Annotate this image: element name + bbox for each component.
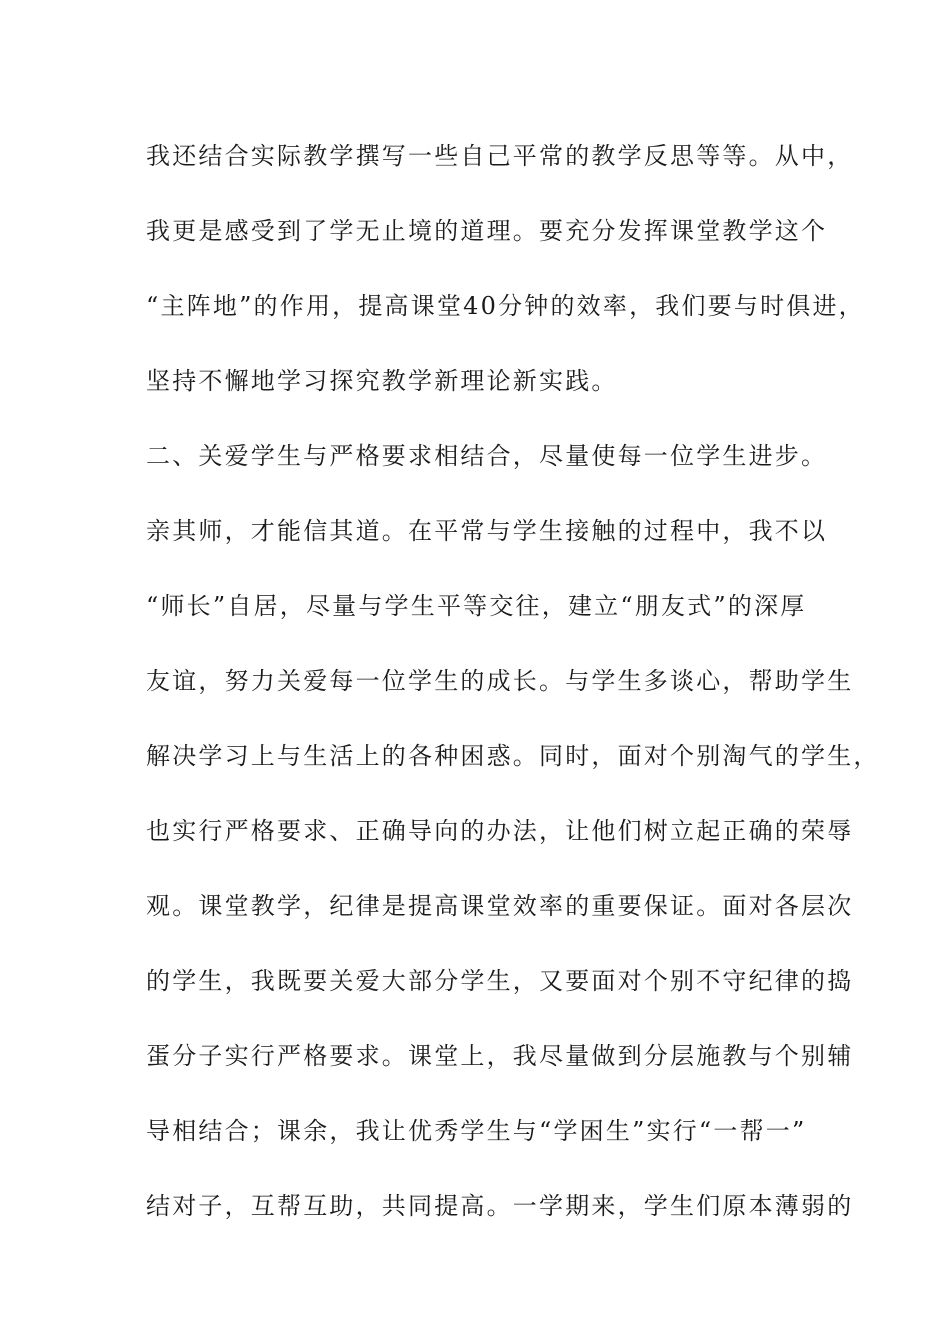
- section-heading: 二、关爱学生与严格要求相结合，尽量使每一位学生进步。: [146, 442, 828, 470]
- text-line: 坚持不懈地学习探究教学新理论新实践。: [146, 367, 618, 395]
- text-line: 也实行严格要求、正确导向的办法，让他们树立起正确的荣辱: [146, 817, 854, 845]
- text-line: 亲其师，才能信其道。在平常与学生接触的过程中，我不以: [146, 517, 828, 545]
- text-line: “师长”自居，尽量与学生平等交往，建立“朋友式”的深厚: [146, 592, 807, 620]
- text-line: “主阵地”的作用，提高课堂40分钟的效率，我们要与时俱进，: [146, 292, 865, 320]
- text-line: 结对子，互帮互助，共同提高。一学期来，学生们原本薄弱的: [146, 1192, 854, 1220]
- text-line: 我更是感受到了学无止境的道理。要充分发挥课堂教学这个: [146, 217, 828, 245]
- text-line: 观。课堂教学，纪律是提高课堂效率的重要保证。面对各层次: [146, 892, 854, 920]
- text-line: 解决学习上与生活上的各种困惑。同时，面对个别淘气的学生，: [146, 742, 880, 770]
- text-line: 友谊，努力关爱每一位学生的成长。与学生多谈心，帮助学生: [146, 667, 854, 695]
- text-line: 导相结合；课余，我让优秀学生与“学困生”实行“一帮一”: [146, 1117, 807, 1145]
- text-line: 的学生，我既要关爱大部分学生，又要面对个别不守纪律的捣: [146, 967, 854, 995]
- body-text: [146, 131, 880, 1256]
- text-line: 我还结合实际教学撰写一些自己平常的教学反思等等。从中，: [146, 142, 854, 170]
- text-line: 蛋分子实行严格要求。课堂上，我尽量做到分层施教与个别辅: [146, 1042, 854, 1070]
